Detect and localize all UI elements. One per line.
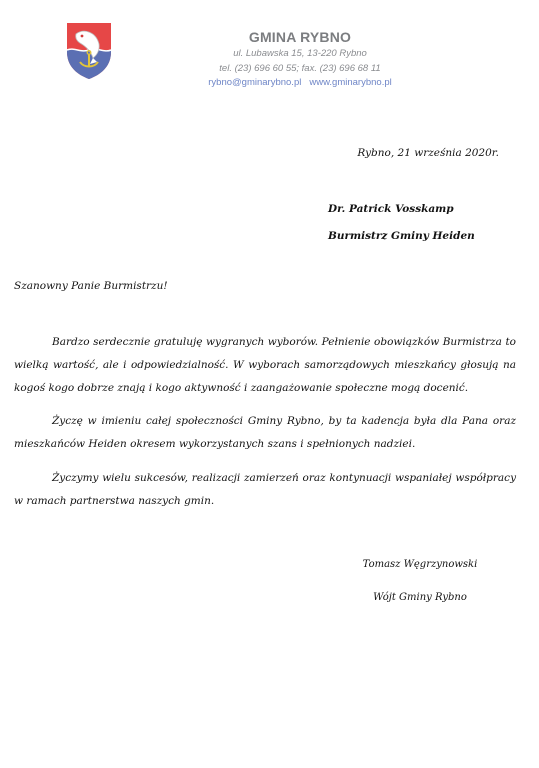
body-paragraph: Życzymy wielu sukcesów, realizacji zamierzeń oraz kontynuacji wspaniałej współpracy w ramach partnerstwa naszych gmin. xyxy=(14,472,516,507)
website-link[interactable]: www.gminarybno.pl xyxy=(309,77,392,88)
recipient-title: Burmistrz Gminy Heiden xyxy=(328,230,475,242)
body-paragraph: Bardzo serdecznie gratuluję wygranych wyborów. Pełnienie obowiązków Burmistrza to wielką wartość, ale i odpowiedzialność. W wyborach samorządowych mieszkańcy głosują na kogoś kogo dobrze znają i kogo aktywność i zaangażowanie społeczne mogą docenić. xyxy=(14,336,516,394)
signature-block xyxy=(360,548,480,614)
coat-of-arms-icon xyxy=(66,22,112,80)
signer-title: Wójt Gminy Rybno xyxy=(373,592,467,603)
letterhead xyxy=(0,0,539,100)
email-link[interactable]: rybno@gminarybno.pl xyxy=(208,77,302,88)
organization-contact xyxy=(160,76,440,90)
signer-name: Tomasz Węgrzynowski xyxy=(362,559,478,570)
salutation: Szanowny Panie Burmistrzu! xyxy=(14,280,168,292)
organization-phone-fax: tel. (23) 696 60 55; fax. (23) 696 68 11 xyxy=(219,63,381,74)
letterhead-text xyxy=(160,28,440,90)
recipient-block xyxy=(328,196,475,250)
letter-date: Rybno, 21 września 2020r. xyxy=(357,147,499,159)
organization-name: GMINA RYBNO xyxy=(248,29,352,45)
organization-address: ul. Lubawska 15, 13-220 Rybno xyxy=(233,48,367,59)
recipient-name: Dr. Patrick Vosskamp xyxy=(328,203,454,215)
body-paragraph: Życzę w imieniu całej społeczności Gminy Rybno, by ta kadencja była dla Pana oraz mieszkańców Heiden okresem wykorzystanych szans i spełnionych nadziei. xyxy=(14,415,516,450)
